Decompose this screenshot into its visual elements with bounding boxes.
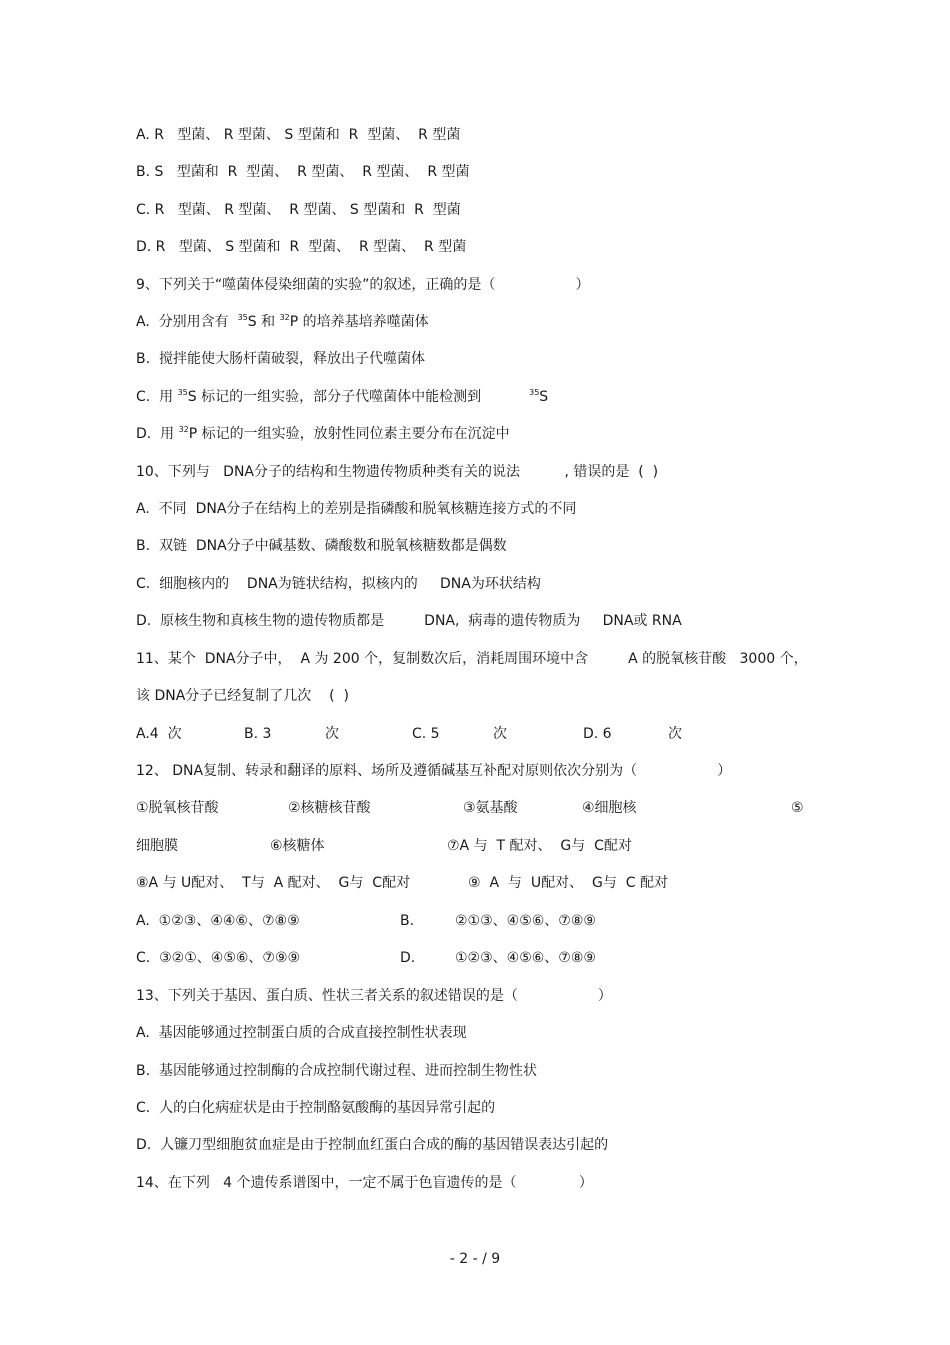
option-c-q11: C. 5 (412, 726, 440, 742)
text: D. 用 (136, 426, 179, 442)
item-2: ②核糖核苷酸 (288, 800, 371, 816)
item-4: ④细胞核 (582, 800, 637, 816)
isotope-mass: 35 (529, 388, 540, 397)
text: C. 用 (136, 389, 178, 405)
text: S (539, 389, 549, 405)
option-d-q12: ①②③、④⑤⑥、⑦⑧⑨ (455, 950, 596, 966)
text: A. 分别用含有 (136, 314, 238, 330)
option-b-q11-unit: 次 (325, 726, 339, 742)
page-number: - 2 - / 9 (449, 1251, 501, 1267)
option-c-q8: C. R 型菌、 R 型菌、 R 型菌、 S 型菌和 R 型菌 (136, 202, 461, 218)
item-9: ⑨ A 与 U配对、 G与 C 配对 (468, 875, 668, 891)
option-c-q9 (136, 388, 548, 406)
option-b-q12-label: B. (400, 913, 415, 929)
option-d-q12-label: D. (400, 950, 416, 966)
option-a-q11: A.4 次 (136, 726, 182, 742)
option-c-q12: C. ③②①、④⑤⑥、⑦⑨⑨ (136, 950, 301, 966)
item-6: ⑥核糖体 (270, 838, 325, 854)
option-a-q12: A. ①②③、④④⑥、⑦⑧⑨ (136, 913, 300, 929)
question-13: 13、下列关于基因、蛋白质、性状三者关系的叙述错误的是（ ） (136, 988, 612, 1004)
option-d-q11: D. 6 (583, 726, 612, 742)
option-a-q13: A. 基因能够通过控制蛋白质的合成直接控制性状表现 (136, 1025, 467, 1041)
option-d-q8: D. R 型菌、 S 型菌和 R 型菌、 R 型菌、 R 型菌 (136, 239, 467, 255)
item-1: ①脱氧核苷酸 (136, 800, 219, 816)
item-3: ③氨基酸 (463, 800, 518, 816)
option-b-q8: B. S 型菌和 R 型菌、 R 型菌、 R 型菌、 R 型菌 (136, 164, 470, 180)
question-11: 11、某个 DNA分子中， A 为 200 个，复制数次后，消耗周围环境中含 A 的脱氧核苷酸 3000 个， (136, 651, 808, 667)
option-c-q11-unit: 次 (493, 726, 507, 742)
option-d-q13: D. 人镰刀型细胞贫血症是由于控制血红蛋白合成的酶的基因错误表达引起的 (136, 1137, 609, 1153)
isotope-mass: 32 (279, 313, 290, 322)
text: S 和 (247, 314, 280, 330)
option-b-q12: ②①③、④⑤⑥、⑦⑧⑨ (455, 913, 596, 929)
item-5-cont: 细胞膜 (136, 838, 178, 854)
option-a-q10: A. 不同 DNA分子在结构上的差别是指磷酸和脱氧核糖连接方式的不同 (136, 501, 577, 517)
text: P 的培养基培养噬菌体 (289, 314, 429, 330)
option-d-q10: D. 原核生物和真核生物的遗传物质都是 DNA, 病毒的遗传物质为 DNA或 RNA (136, 613, 682, 629)
item-8: ⑧A 与 U配对、 T与 A 配对、 G与 C配对 (136, 875, 411, 891)
question-14: 14、在下列 4 个遗传系谱图中，一定不属于色盲遗传的是（ ） (136, 1175, 593, 1191)
option-a-q8: A. R 型菌、 R 型菌、 S 型菌和 R 型菌、 R 型菌 (136, 127, 461, 143)
option-d-q11-unit: 次 (668, 726, 682, 742)
item-7: ⑦A 与 T 配对、 G与 C配对 (447, 838, 632, 854)
text: P 标记的一组实验，放射性同位素主要分布在沉淀中 (188, 426, 510, 442)
option-b-q9: B. 搅拌能使大肠杆菌破裂，释放出子代噬菌体 (136, 351, 425, 367)
option-a-q9 (136, 313, 429, 331)
option-c-q13: C. 人的白化病症状是由于控制酪氨酸酶的基因异常引起的 (136, 1100, 496, 1116)
isotope-mass: 32 (178, 425, 189, 434)
option-c-q10: C. 细胞核内的 DNA为链状结构，拟核内的 DNA为环状结构 (136, 576, 541, 592)
text: S 标记的一组实验，部分子代噬菌体中能检测到 (187, 389, 482, 405)
isotope-mass: 35 (177, 388, 188, 397)
question-9: 9、下列关于“噬菌体侵染细菌的实验”的叙述，正确的是（ ） (136, 277, 590, 293)
question-11-cont: 该 DNA分子已经复制了几次 ( ) (136, 688, 349, 704)
option-b-q11: B. 3 (244, 726, 272, 742)
option-b-q10: B. 双链 DNA分子中碱基数、磷酸数和脱氧核糖数都是偶数 (136, 538, 507, 554)
question-10: 10、下列与 DNA分子的结构和生物遗传物质种类有关的说法 , 错误的是 ( ) (136, 464, 659, 480)
item-5: ⑤ (791, 800, 804, 816)
isotope-mass: 35 (237, 313, 248, 322)
option-b-q13: B. 基因能够通过控制酶的合成控制代谢过程、进而控制生物性状 (136, 1063, 537, 1079)
question-12: 12、 DNA复制、转录和翻译的原料、场所及遵循碱基互补配对原则依次分别为（ ） (136, 763, 732, 779)
option-d-q9 (136, 425, 510, 443)
